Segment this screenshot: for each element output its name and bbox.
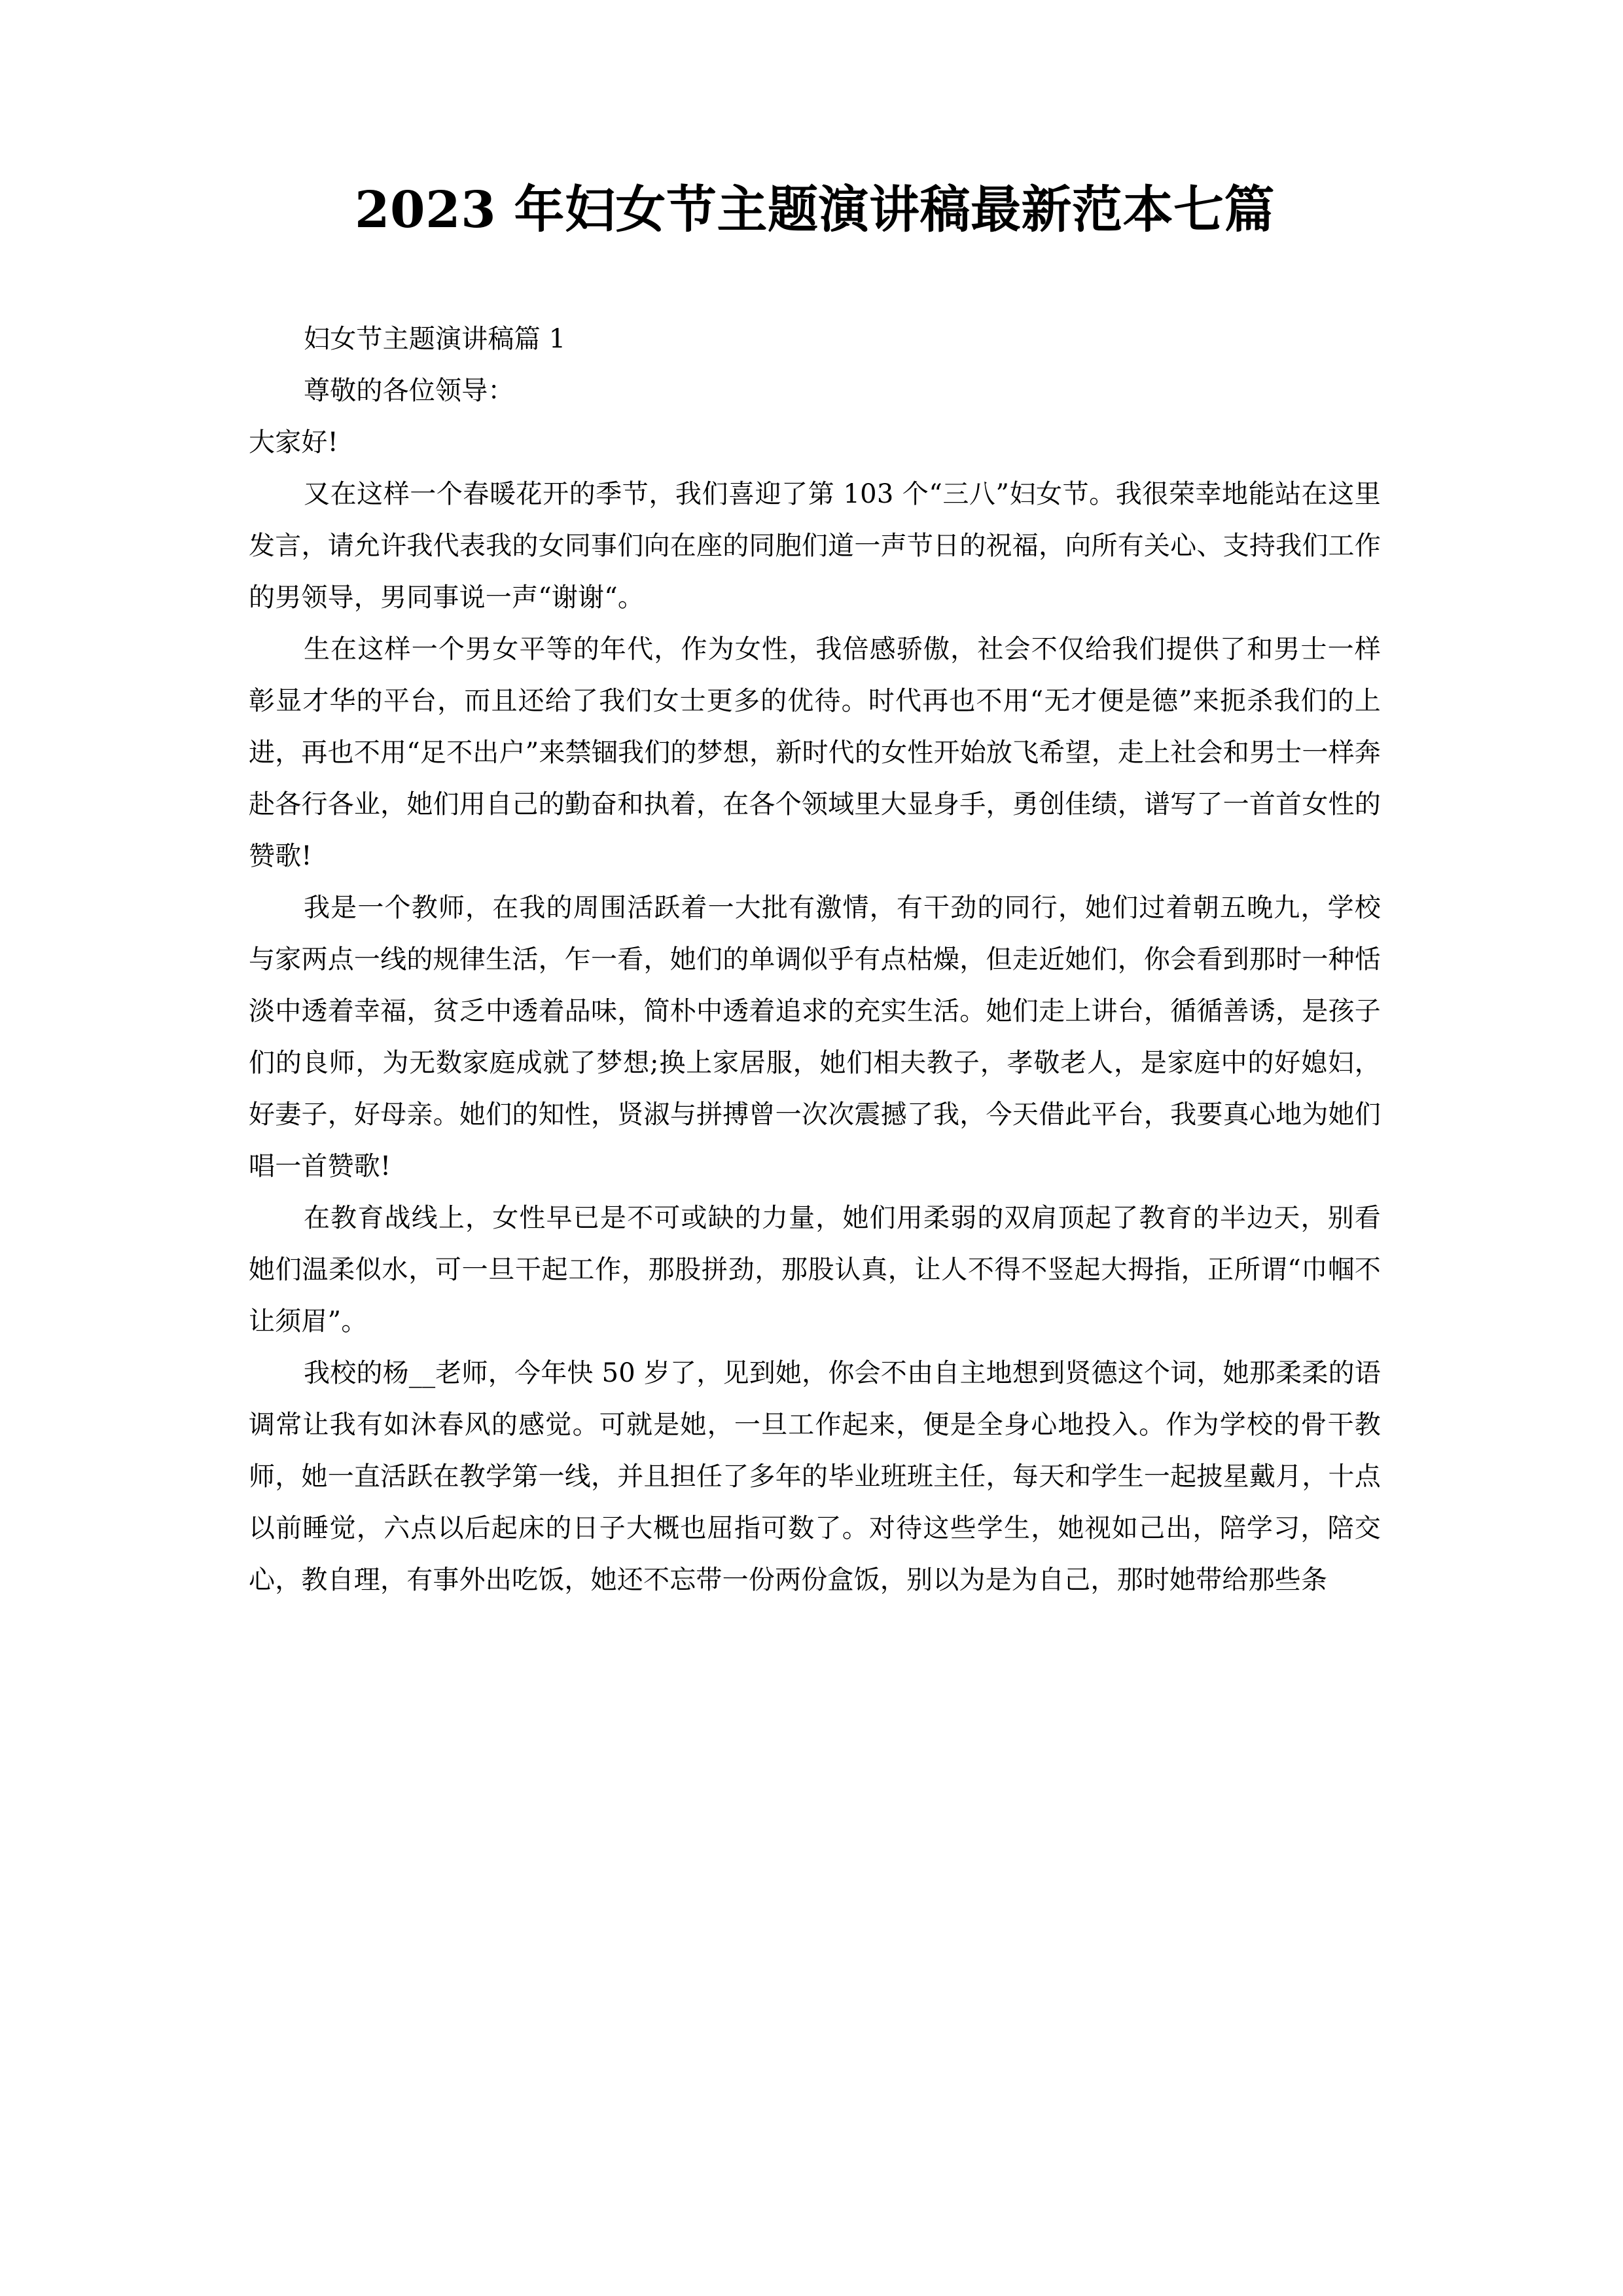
greeting-line: 大家好! bbox=[249, 427, 338, 457]
body-paragraph: 生在这样一个男女平等的年代，作为女性，我倍感骄傲，社会不仅给我们提供了和男士一样彰显才华的平台，而且还给了我们女士更多的优待。时代再也不用“无才便是德”来扼杀我们的上进，再也不用“足不出户”来禁锢我们的梦想，新时代的女性开始放飞希望，走上社会和男士一样奔赴各行各业，她们用自己的勤奋和执着，在各个领域里大显身手，勇创佳绩，谱写了一首首女性的赞歌! bbox=[249, 634, 1381, 871]
page-content bbox=[249, 0, 1381, 1606]
body-paragraph: 我校的杨__老师，今年快 50 岁了，见到她，你会不由自主地想到贤德这个词，她那柔柔的语调常让我有如沐春风的感觉。可就是她，一旦工作起来，便是全身心地投入。作为学校的骨干教师，她一直活跃在教学第一线，并且担任了多年的毕业班班主任，每天和学生一起披星戴月，十点以前睡觉，六点以后起床的日子大概也屈指可数了。对待这些学生，她视如己出，陪学习，陪交心，教自理，有事外出吃饭，她还不忘带一份两份盒饭，别以为是为自己，那时她带给那些条 bbox=[249, 1357, 1381, 1595]
body-paragraph: 在教育战线上，女性早已是不可或缺的力量，她们用柔弱的双肩顶起了教育的半边天，别看她们温柔似水，可一旦干起工作，那股拼劲，那股认真，让人不得不竖起大拇指，正所谓“巾帼不让须眉”。 bbox=[249, 1202, 1381, 1336]
section-label: 妇女节主题演讲稿篇 1 bbox=[304, 323, 566, 354]
salutation-line: 尊敬的各位领导： bbox=[304, 375, 514, 406]
body-paragraph: 我是一个教师，在我的周围活跃着一大批有激情，有干劲的同行，她们过着朝五晚九，学校与家两点一线的规律生活，乍一看，她们的单调似乎有点枯燥，但走近她们，你会看到那时一种恬淡中透着幸福，贫乏中透着品味，简朴中透着追求的充实生活。她们走上讲台，循循善诱，是孩子们的良师，为无数家庭成就了梦想;换上家居服，她们相夫教子，孝敬老人，是家庭中的好媳妇，好妻子，好母亲。她们的知性，贤淑与拼搏曾一次次震撼了我，今天借此平台，我要真心地为她们唱一首赞歌! bbox=[249, 892, 1381, 1181]
body-paragraph: 又在这样一个春暖花开的季节，我们喜迎了第 103 个“三八”妇女节。我很荣幸地能站在这里发言，请允许我代表我的女同事们向在座的同胞们道一声节日的祝福，向所有关心、支持我们工作的男领导，男同事说一声“谢谢“。 bbox=[249, 478, 1381, 613]
document-body bbox=[249, 314, 1381, 1606]
page-title: 2023 年妇女节主题演讲稿最新范本七篇 bbox=[354, 181, 1275, 240]
